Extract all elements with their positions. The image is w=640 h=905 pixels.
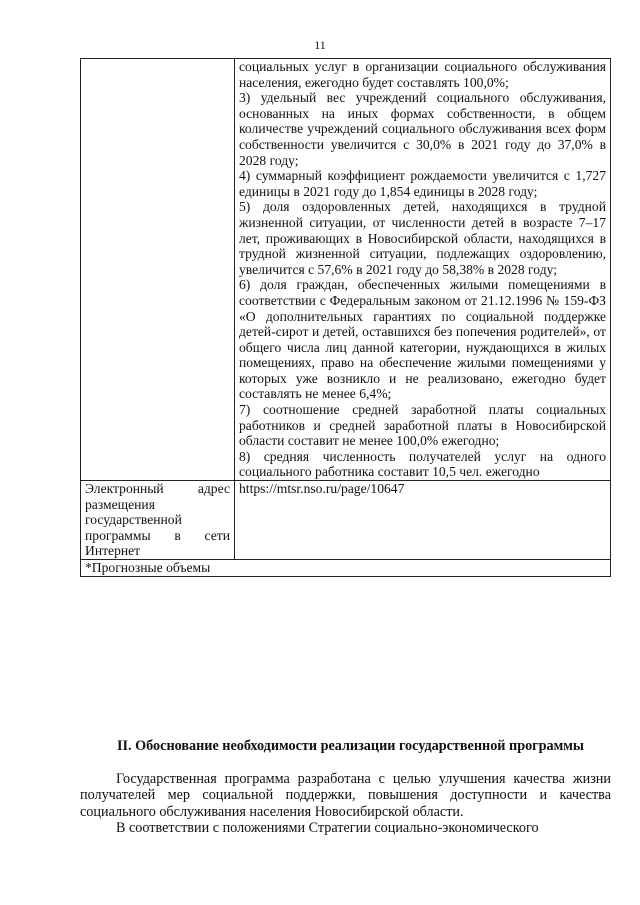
internet-address-link[interactable]: https://mtsr.nso.ru/page/10647 [235, 481, 611, 560]
passport-table [80, 58, 611, 577]
table-row-internet-address [81, 481, 611, 560]
internet-address-label: Электронный адрес размещения государственной программы в сети Интернет [81, 481, 235, 560]
indicator-paragraph: 3) удельный вес учреждений социального обслуживания, основанных на иных формах собственности, в общем количестве учреждений социального обслуживания всех форм собственности увеличится с 30,0% в 2021 году до 37,0% в 2028 году; [239, 90, 606, 168]
indicator-paragraph: 6) доля граждан, обеспеченных жилыми помещениями в соответствии с Федеральным законом от 21.12.1996 № 159-ФЗ «О дополнительных гарантиях по социальной поддержке детей-сирот и детей, оставшихся без попечения родителей», от общего числа лиц данной категории, нуждающихся в жилых помещениях, право на обеспечение жилыми помещениями у которых уже возникло и не реализовано, ежегодно будет составлять не менее 6,4%; [239, 277, 606, 402]
indicator-paragraph: социальных услуг в организации социального обслуживания населения, ежегодно будет составлять 100,0%; [239, 59, 606, 90]
indicator-paragraph: 8) средняя численность получателей услуг на одного социального работника составит 10,5 чел. ежегодно [239, 448, 606, 480]
indicator-paragraph: 5) доля оздоровленных детей, находящихся в трудной жизненной ситуации, от численности детей в возрасте 7–17 лет, проживающих в Новосибирской области, находящихся в трудной жизненной ситуации, подлежащих оздоровлению, увеличится с 57,6% в 2021 году до 58,38% в 2028 году; [239, 199, 606, 277]
body-paragraph: Государственная программа разработана с целью улучшения качества жизни получателей мер социальной поддержки, повышения доступности и качества социального обслуживания населения Новосибирской области. [80, 771, 611, 820]
table-cell-indicators [235, 59, 611, 481]
page-number: 11 [314, 38, 326, 52]
section-body [80, 771, 611, 837]
table-row-indicators [81, 59, 611, 481]
body-paragraph: В соответствии с положениями Стратегии социально-экономического [116, 820, 539, 837]
footnote: *Прогнозные объемы [81, 560, 611, 577]
indicator-paragraph: 4) суммарный коэффициент рождаемости увеличится с 1,727 единицы в 2021 году до 1,854 единицы в 2028 году; [239, 168, 606, 199]
table-cell-empty-label [81, 59, 235, 481]
table-row-footnote [81, 560, 611, 577]
section-heading: II. Обоснование необходимости реализации государственной программы [116, 738, 585, 754]
indicator-paragraph: 7) соотношение средней заработной платы социальных работников и средней заработной платы в Новосибирской области составит не менее 100,0% ежегодно; [239, 402, 606, 449]
